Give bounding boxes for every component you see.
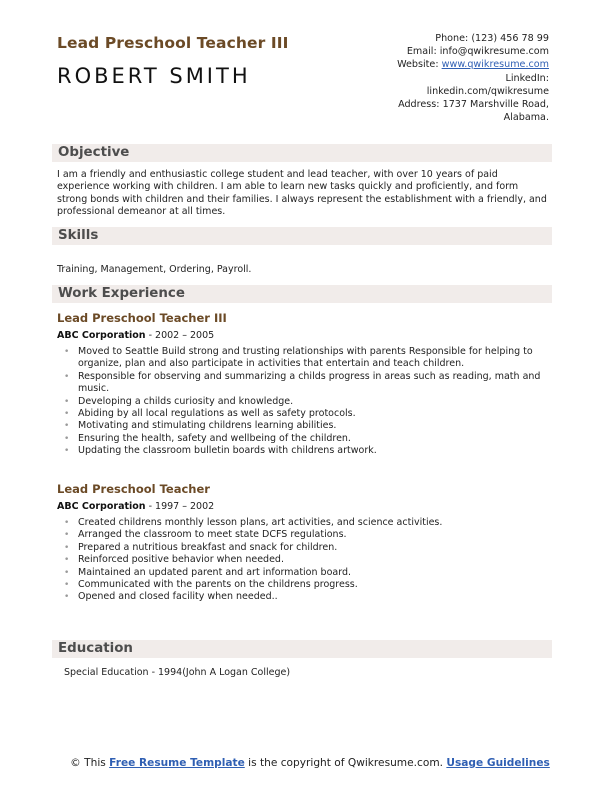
skills-text: Training, Management, Ordering, Payroll. [57, 264, 252, 275]
job-1-company: ABC Corporation [57, 330, 146, 341]
list-item: • Moved to Seattle Build strong and trusting relationships with parents Responsible for helping to organize, plan and also participate in activities that entertain and teach children. [62, 346, 548, 371]
list-item: • Motivating and stimulating childrens learning abilities. [62, 420, 548, 432]
list-item: • Prepared a nutritious breakfast and snack for children. [62, 542, 548, 554]
contact-address-line2: Alabama. [503, 112, 549, 124]
job-2-bullets [62, 517, 548, 604]
contact-address: Address: 1737 Marshville Road, [398, 99, 549, 111]
list-item: • Arranged the classroom to meet state DCFS regulations. [62, 529, 548, 541]
resume-header [57, 34, 288, 88]
work-heading-bar [52, 285, 552, 303]
job-2-company-line [57, 501, 214, 512]
education-text: Special Education - 1994(John A Logan College) [64, 667, 291, 678]
candidate-name: ROBERT SMITH [57, 64, 251, 88]
contact-phone: Phone: (123) 456 78 99 [435, 33, 549, 44]
contact-block [319, 32, 549, 124]
list-item: • Responsible for observing and summarizing a childs progress in areas such as reading, math and music. [62, 371, 548, 396]
list-item: • Opened and closed facility when needed.. [62, 591, 548, 603]
footer-copyright: © This Free Resume Template is the copyright of Qwikresume.com. Usage Guidelines [70, 757, 550, 769]
list-item: • Abiding by all local regulations as well as safety protocols. [62, 408, 548, 420]
work-heading: Work Experience [58, 286, 185, 301]
contact-linkedin-label: LinkedIn: [505, 72, 549, 84]
objective-text: I am a friendly and enthusiastic college student and lead teacher, with over 10 years of paid experience working with children. I am able to learn new tasks quickly and proficiently, and form strong bonds with children and their families. I always represent the establishment with a friendly, and professional demeanor at all times. [57, 169, 547, 218]
list-item: • Created childrens monthly lesson plans, art activities, and science activities. [62, 517, 548, 529]
list-item: • Updating the classroom bulletin boards with childrens artwork. [62, 445, 548, 457]
education-heading-bar [52, 640, 552, 658]
objective-heading: Objective [58, 145, 130, 160]
education-heading: Education [58, 641, 133, 656]
contact-email: Email: info@qwikresume.com [406, 46, 549, 58]
free-resume-template-link[interactable]: Free Resume Template [109, 757, 245, 769]
list-item: • Ensuring the health, safety and wellbeing of the children. [62, 433, 548, 445]
contact-linkedin: linkedin.com/qwikresume [426, 85, 549, 97]
website-link[interactable]: www.qwikresume.com [441, 59, 549, 71]
skills-heading-bar [52, 227, 552, 245]
list-item: • Communicated with the parents on the childrens progress. [62, 579, 548, 591]
job-1-bullets [62, 346, 548, 458]
job-title: Lead Preschool Teacher III [57, 34, 289, 52]
job-1-title: Lead Preschool Teacher III [57, 311, 227, 325]
job-2-dates: - 1997 – 2002 [145, 501, 215, 512]
list-item: • Maintained an updated parent and art information board. [62, 567, 548, 579]
list-item: • Reinforced positive behavior when needed. [62, 554, 548, 566]
objective-heading-bar [52, 144, 552, 162]
contact-website: Website: www.qwikresume.com [397, 59, 549, 71]
job-2-title: Lead Preschool Teacher [57, 482, 210, 496]
list-item: • Developing a childs curiosity and knowledge. [62, 396, 548, 408]
job-1-dates: - 2002 – 2005 [145, 330, 215, 341]
skills-heading: Skills [58, 228, 99, 243]
job-2-company: ABC Corporation [57, 501, 146, 512]
job-1-company-line [57, 330, 214, 341]
usage-guidelines-link[interactable]: Usage Guidelines [446, 757, 550, 769]
